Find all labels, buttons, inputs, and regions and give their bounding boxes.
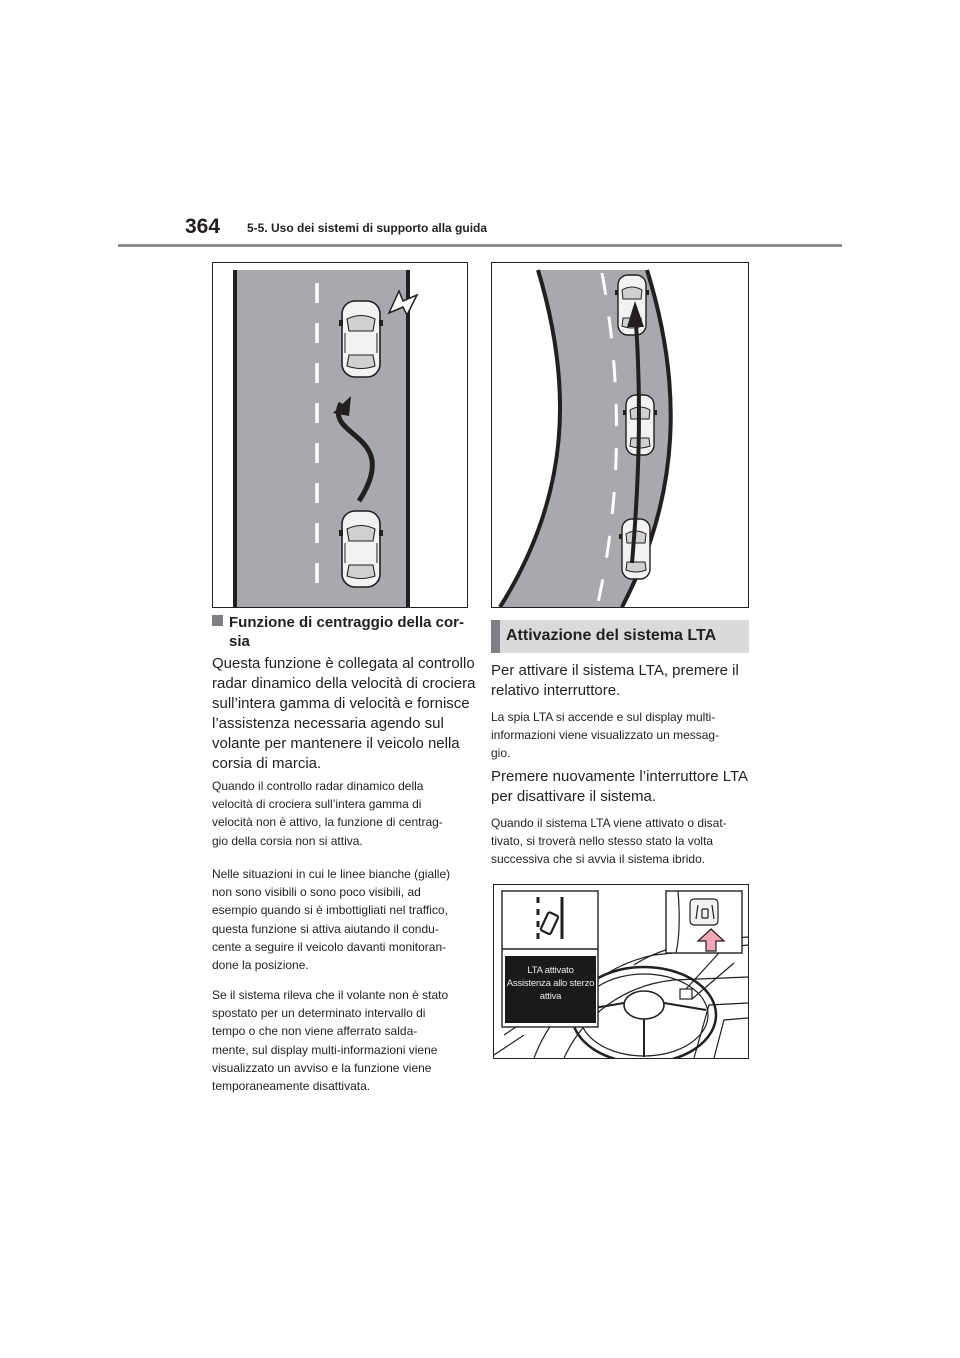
text-line: esempio quando si è imbottigliati nel traffico,: [212, 903, 448, 918]
text-line: Se il sistema rileva che il volante non è stato: [212, 988, 449, 1002]
text-line: velocità di crociera sull’intera gamma di: [212, 797, 422, 812]
heading-line: Funzione di centraggio della cor-: [229, 614, 465, 631]
text-line: Premere nuovamente l’interruttore LTA: [491, 768, 749, 785]
text-line: Nelle situazioni in cui le linee bianche (gialle): [212, 867, 451, 881]
display-line: attiva: [539, 991, 562, 1002]
display-line: LTA attivato: [527, 965, 574, 976]
text-line: done la posizione.: [212, 958, 309, 973]
text-line: questa funzione si attiva aiutando il condu-: [212, 921, 439, 936]
text-line: Quando il sistema LTA viene attivato o disat-: [491, 816, 727, 830]
lane-departure-illustration: [213, 263, 467, 607]
deactivation-paragraph: [491, 767, 748, 807]
intro-paragraph: [212, 654, 475, 774]
text-line: corsia di marcia.: [212, 755, 322, 772]
note-paragraph: [212, 865, 450, 974]
square-bullet-icon: [212, 615, 223, 626]
indicator-paragraph: [491, 708, 719, 763]
text-line: spostato per un determinato intervallo di: [212, 1006, 426, 1021]
banner-accent-bar: [491, 620, 500, 653]
display-line: Assistenza allo sterzo: [506, 978, 595, 989]
multi-info-display-message: [505, 956, 596, 1023]
text-line: successiva che si avvia il sistema ibrido.: [491, 852, 706, 867]
text-line: Per attivare il sistema LTA, premere il: [491, 662, 739, 679]
text-line: l’assistenza necessaria agendo sul: [212, 715, 444, 732]
banner-title: Attivazione del sistema LTA: [506, 627, 717, 644]
note-paragraph: [212, 777, 443, 850]
note-paragraph: [212, 986, 448, 1095]
figure-lane-centering: [491, 262, 749, 608]
section-title: 5-5. Uso dei sistemi di supporto alla guida: [247, 221, 488, 235]
heading-line: sia: [229, 633, 250, 650]
subsection-heading: [212, 613, 472, 651]
text-line: gio della corsia non si attiva.: [212, 833, 363, 848]
lane-centering-illustration: [492, 263, 748, 607]
text-line: volante per mantenere il veicolo nella: [212, 735, 460, 752]
text-line: tivato, si troverà nello stesso stato la volta: [491, 834, 714, 849]
figure-lane-departure: [212, 262, 468, 608]
text-line: informazioni viene visualizzato un messag-: [491, 728, 720, 743]
text-line: relativo interruttore.: [491, 682, 621, 699]
text-line: per disattivare il sistema.: [491, 788, 657, 805]
text-line: velocità non è attivo, la funzione di centrag-: [212, 815, 443, 830]
memory-paragraph: [491, 814, 727, 869]
text-line: tempo o che non viene afferrato salda-: [212, 1024, 418, 1039]
activation-paragraph: [491, 661, 739, 701]
text-line: visualizzato un avviso e la funzione viene: [212, 1060, 432, 1075]
text-line: temporaneamente disattivata.: [212, 1079, 371, 1094]
text-line: cente a seguire il veicolo davanti monitoran-: [212, 939, 447, 954]
text-line: non sono visibili o sono poco visibili, ad: [212, 885, 421, 900]
text-line: gio.: [491, 746, 511, 761]
text-line: Questa funzione è collegata al controllo: [212, 655, 475, 672]
section-banner: [491, 620, 749, 653]
text-line: sull’intera gamma di velocità e fornisce: [212, 695, 470, 712]
text-line: mente, sul display multi-informazioni viene: [212, 1042, 438, 1057]
text-line: radar dinamico della velocità di crociera: [212, 675, 476, 692]
text-line: Quando il controllo radar dinamico della: [212, 779, 424, 793]
text-line: La spia LTA si accende e sul display multi-: [491, 710, 716, 724]
page-number: 364: [185, 215, 221, 238]
car-top-view-icon: [339, 511, 383, 587]
header-divider: [118, 244, 842, 247]
car-top-view-icon: [339, 301, 383, 377]
